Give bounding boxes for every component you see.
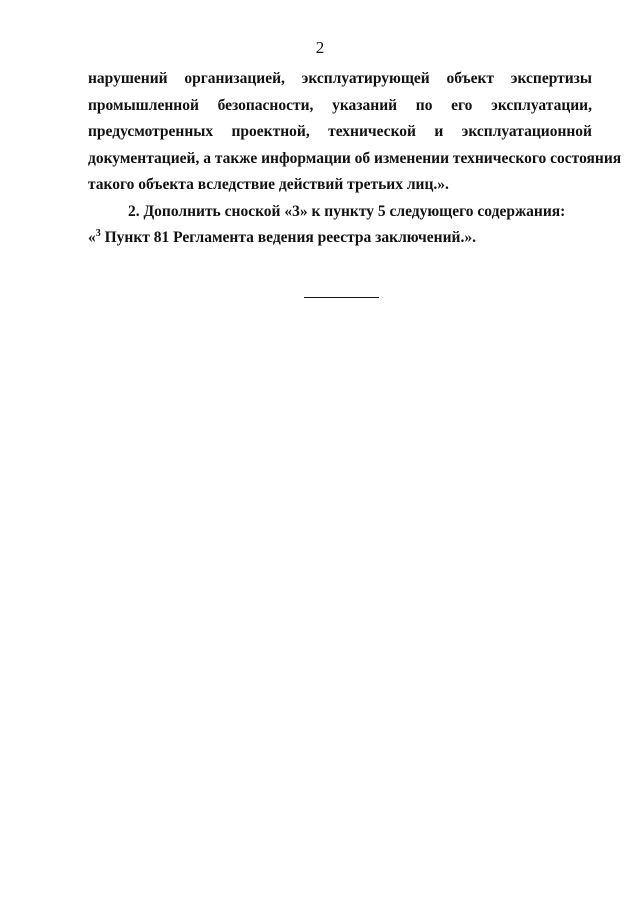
word: предусмотренных [88,123,214,140]
word: эксплуатирующей [301,70,430,87]
word: технической [328,123,416,140]
paragraph-line [88,93,592,120]
footnote-marker: 3 [95,227,101,239]
footnote-body: Пункт 81 Регламента ведения реестра заключений.». [100,229,476,246]
paragraph-line [88,119,592,146]
paragraph-line: документацией, а также информации об изменении технического состояния [88,149,622,167]
word: объект [446,70,495,87]
end-separator-line [304,297,379,298]
word: по [415,96,433,114]
word: нарушений [88,70,168,87]
word: эксплуатационной [461,123,592,140]
word: организацией, [184,70,285,87]
word: указаний [332,96,398,114]
amendment-item-2: 2. Дополнить сноской «3» к пункту 5 следующего содержания: [128,202,566,220]
word: и [434,123,444,140]
paragraph-line: такого объекта вследствие действий третьих лиц.». [88,176,449,193]
paragraph-line [88,66,592,93]
word: экспертизы [510,70,593,87]
word: его [451,96,473,114]
footnote-text [88,225,592,252]
page-number: 2 [315,38,325,57]
word: безопасности, [217,96,314,114]
word: промышленной [88,96,199,114]
word: проектной, [231,123,310,140]
open-quote: « [88,229,96,246]
document-body [88,66,622,252]
word: эксплуатации, [491,96,592,114]
